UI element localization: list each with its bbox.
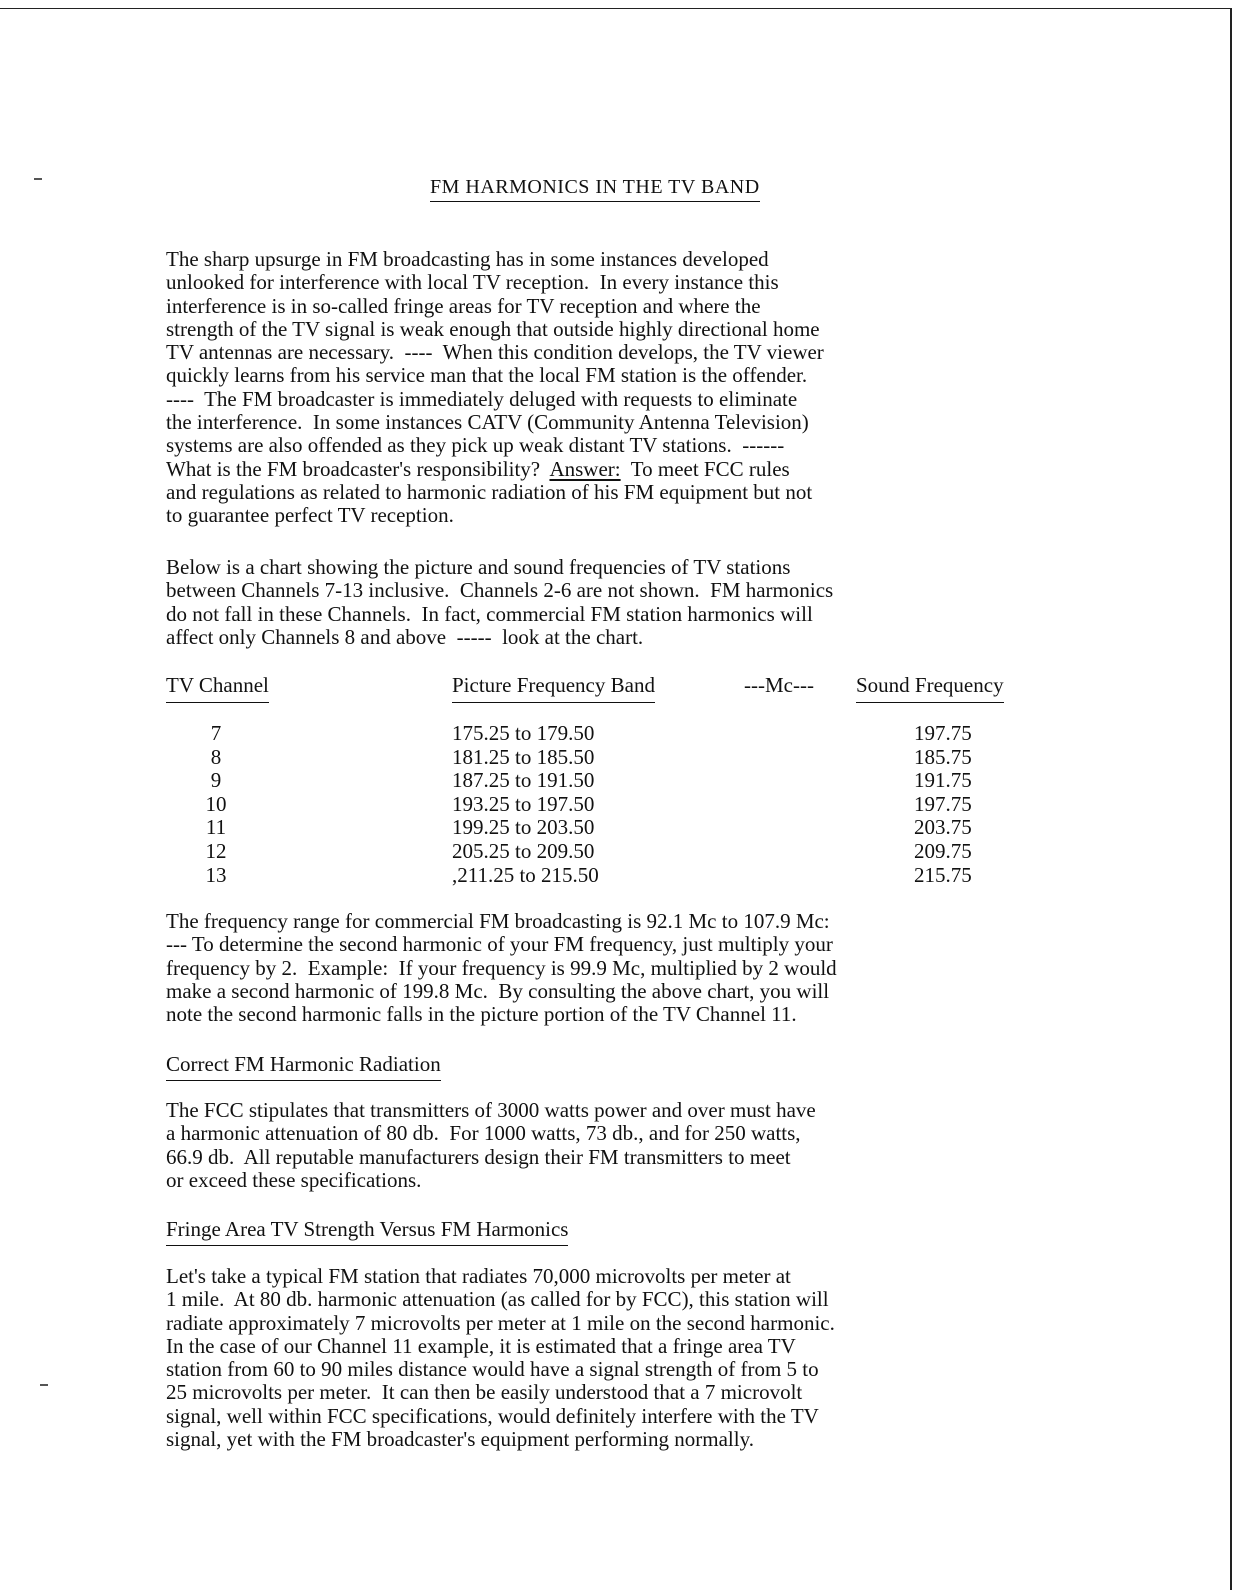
text-line: frequency by 2. Example: If your frequency is 99.9 Mc, multiplied by 2 would <box>166 955 837 980</box>
text-line: 25 microvolts per meter. It can then be easily understood that a 7 microvolt <box>166 1380 803 1405</box>
text-line: The FCC stipulates that transmitters of 3000 watts power and over must have <box>166 1098 816 1122</box>
text-line-with-answer <box>166 458 1166 481</box>
table-row <box>166 840 1066 864</box>
text-line: to guarantee perfect TV reception. <box>166 503 454 528</box>
table-header-channel: TV Channel <box>166 673 269 703</box>
frequency-table <box>166 722 1066 887</box>
harmonic-paragraph <box>166 910 1166 1026</box>
cell-sound: 215.75 <box>914 862 972 887</box>
cell-sound: 197.75 <box>914 791 972 816</box>
text-line: 1 mile. At 80 db. harmonic attenuation (as called for by FCC), this station will <box>166 1287 829 1312</box>
cell-channel: 7 <box>210 721 222 745</box>
table-row <box>166 746 1066 770</box>
table-header-sound: Sound Frequency <box>856 673 1004 703</box>
cell-picture: 193.25 to 197.50 <box>452 791 595 816</box>
scan-speck <box>40 1384 48 1386</box>
text-line: The sharp upsurge in FM broadcasting has in some instances developed <box>166 247 769 271</box>
section-paragraph <box>166 1099 1166 1192</box>
cell-picture: 175.25 to 179.50 <box>452 721 595 745</box>
text-line: note the second harmonic falls in the picture portion of the TV Channel 11. <box>166 1002 797 1027</box>
intro-paragraph <box>166 248 1166 528</box>
text-line: strength of the TV signal is weak enough that outside highly directional home <box>166 316 820 341</box>
text-line: radiate approximately 7 microvolts per meter at 1 mile on the second harmonic. <box>166 1310 835 1335</box>
page-top-border <box>0 8 1232 9</box>
cell-picture: ,211.25 to 215.50 <box>452 862 599 887</box>
text-line: Let's take a typical FM station that radiates 70,000 microvolts per meter at <box>166 1264 791 1288</box>
cell-channel: 9 <box>210 768 222 793</box>
text-line: ---- The FM broadcaster is immediately deluged with requests to eliminate <box>166 386 798 411</box>
text-line: between Channels 7-13 inclusive. Channels 2-6 are not shown. FM harmonics <box>166 578 834 603</box>
document-title: FM HARMONICS IN THE TV BAND <box>430 176 760 202</box>
cell-picture: 199.25 to 203.50 <box>452 815 595 840</box>
text-line: do not fall in these Channels. In fact, commercial FM station harmonics will <box>166 601 813 626</box>
cell-picture: 205.25 to 209.50 <box>452 838 595 863</box>
text-line: signal, yet with the FM broadcaster's equipment performing normally. <box>166 1427 754 1452</box>
text-line: --- To determine the second harmonic of your FM frequency, just multiply your <box>166 932 833 957</box>
answer-label: Answer: <box>549 456 621 481</box>
section-heading: Correct FM Harmonic Radiation <box>166 1052 441 1081</box>
text-line: The frequency range for commercial FM broadcasting is 92.1 Mc to 107.9 Mc: <box>166 909 830 933</box>
scan-speck <box>34 178 42 180</box>
text-line: systems are also offended as they pick up weak distant TV stations. ------ <box>166 433 785 458</box>
table-row <box>166 722 1066 746</box>
cell-sound: 197.75 <box>914 721 972 745</box>
cell-picture: 181.25 to 185.50 <box>452 744 595 769</box>
cell-channel: 8 <box>210 744 222 769</box>
page-right-border <box>1230 8 1232 1590</box>
cell-channel: 10 <box>205 791 227 816</box>
text-line: station from 60 to 90 miles distance would have a signal strength of from 5 to <box>166 1357 819 1382</box>
text-line: TV antennas are necessary. ---- When this condition develops, the TV viewer <box>166 340 824 365</box>
text-line: and regulations as related to harmonic radiation of his FM equipment but not <box>166 479 813 504</box>
text-line: 66.9 db. All reputable manufacturers design their FM transmitters to meet <box>166 1144 791 1169</box>
section-paragraph <box>166 1265 1166 1451</box>
cell-channel: 12 <box>205 838 227 863</box>
cell-picture: 187.25 to 191.50 <box>452 768 595 793</box>
cell-channel: 13 <box>205 862 227 887</box>
table-row <box>166 864 1066 888</box>
cell-sound: 191.75 <box>914 768 972 793</box>
cell-sound: 185.75 <box>914 744 972 769</box>
text-line: Below is a chart showing the picture and sound frequencies of TV stations <box>166 555 791 579</box>
text-line: signal, well within FCC specifications, would definitely interfere with the TV <box>166 1403 819 1428</box>
section-heading: Fringe Area TV Strength Versus FM Harmonics <box>166 1217 568 1246</box>
table-row <box>166 793 1066 817</box>
cell-sound: 209.75 <box>914 838 972 863</box>
table-row <box>166 816 1066 840</box>
text-line: or exceed these specifications. <box>166 1167 422 1192</box>
text-line: the interference. In some instances CATV (Community Antenna Television) <box>166 410 809 435</box>
chart-intro-paragraph <box>166 556 1166 649</box>
cell-sound: 203.75 <box>914 815 972 840</box>
text-line: interference is in so-called fringe areas for TV reception and where the <box>166 293 761 318</box>
table-header-picture: Picture Frequency Band <box>452 673 655 703</box>
cell-channel: 11 <box>205 815 227 840</box>
text-line: unlooked for interference with local TV reception. In every instance this <box>166 270 779 295</box>
answer-text: To meet FCC rules <box>620 456 790 481</box>
table-header-unit: ---Mc--- <box>744 673 814 697</box>
text-line: quickly learns from his service man that the local FM station is the offender. <box>166 363 808 388</box>
text-line: affect only Channels 8 and above ----- look at the chart. <box>166 624 644 649</box>
table-row <box>166 769 1066 793</box>
text-line: In the case of our Channel 11 example, it is estimated that a fringe area TV <box>166 1333 796 1358</box>
text-line: a harmonic attenuation of 80 db. For 1000 watts, 73 db., and for 250 watts, <box>166 1121 801 1146</box>
question-text: What is the FM broadcaster's responsibility? <box>166 456 550 481</box>
text-line: make a second harmonic of 199.8 Mc. By consulting the above chart, you will <box>166 978 830 1003</box>
